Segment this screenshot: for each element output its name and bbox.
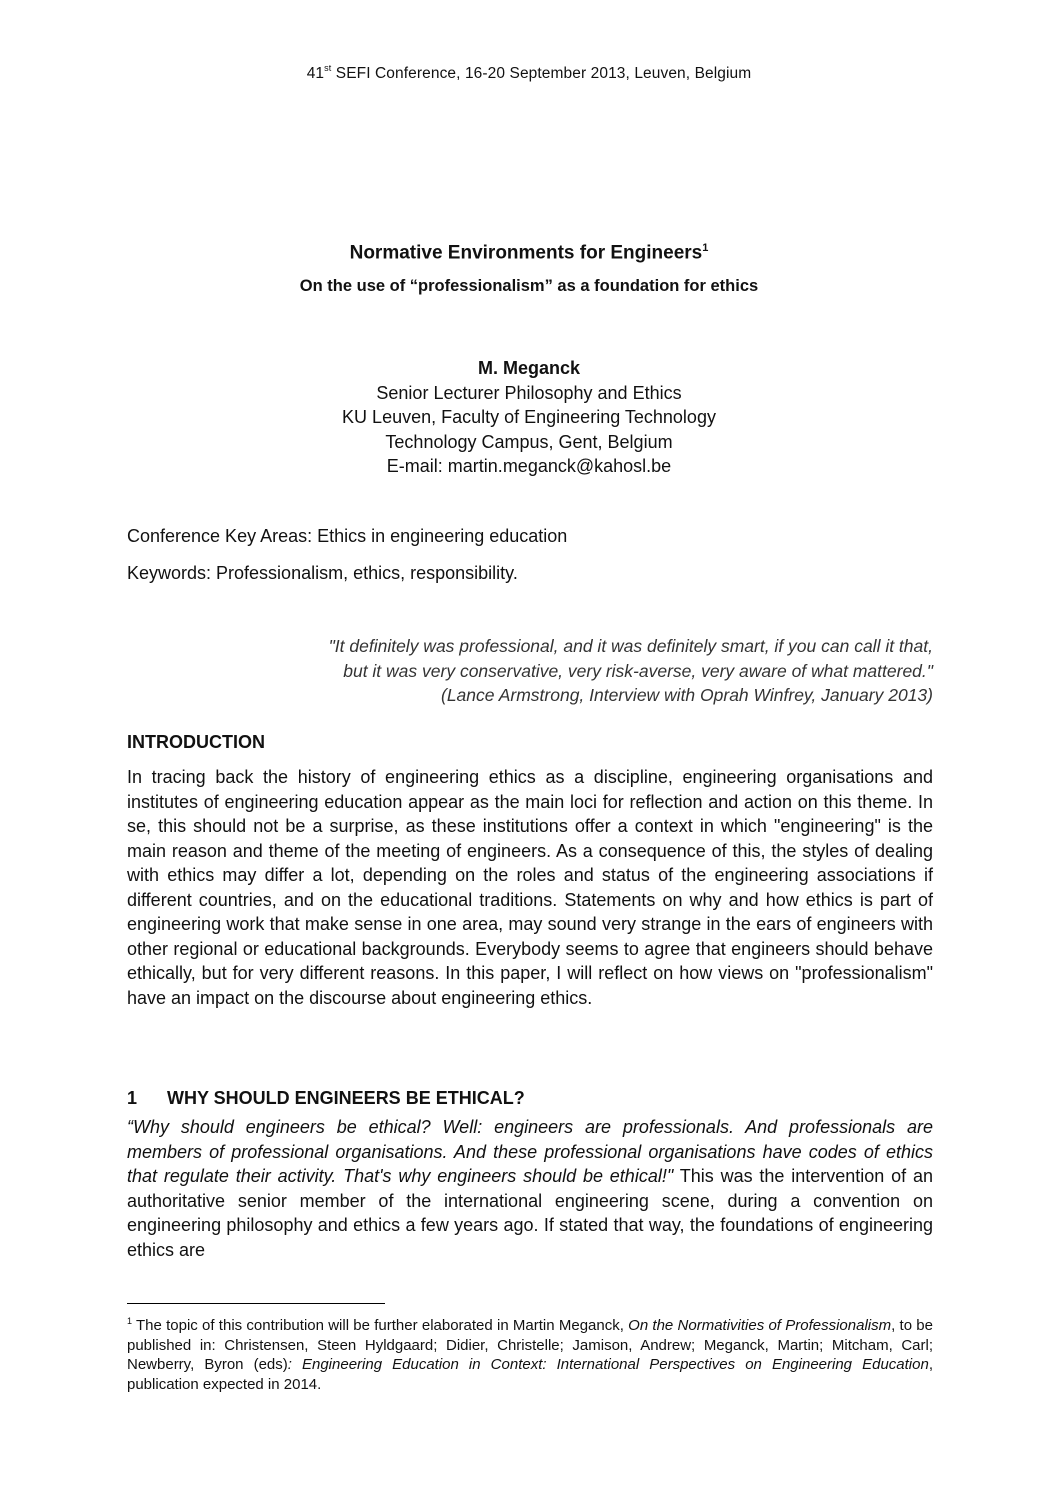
paper-subtitle: On the use of “professionalism” as a foundation for ethics (299, 277, 759, 295)
author-affiliation: KU Leuven, Faculty of Engineering Technology (342, 407, 716, 427)
intro-heading: INTRODUCTION (127, 732, 265, 752)
footnote (127, 1312, 933, 1394)
intro-paragraph: In tracing back the history of engineering ethics as a discipline, engineering organisations and institutes of engineering education appear as the main loci for reflection and action on this theme. In se, this should not be a surprise, as these institutions offer a context in which "engineering" is the main reason and theme of the meeting of engineers. As a consequence of this, the styles of dealing with ethics may differ a lot, depending on the roles and status of the engineering associations if different countries, and on the educational traditions. Statements on why and how ethics is part of engineering work that make sense in one area, may sound very strange in the ears of engineers with other regional or educational backgrounds. Everybody seems to agree that engineers should behave ethically, but for very different reasons. In this paper, I will reflect on how views on "professionalism" have an impact on the discourse about engineering ethics. (127, 767, 933, 1008)
footnote-book-title: : Engineering Education in Context: International Perspectives on Engineering Education (287, 1356, 929, 1373)
epigraph-line: "It definitely was professional, and it was definitely smart, if you can call it that, (328, 636, 933, 656)
section-number: 1 (127, 1088, 138, 1108)
footnote-text: , to be published in: Christensen, Steen Hyldgaard; Didier, Christelle; Jamison, Andrew; Meganck, Martin; Mitcham, Carl; Newberry, Byron (eds) (127, 1317, 933, 1373)
author-campus: Technology Campus, Gent, Belgium (385, 431, 673, 452)
author-name: M. Meganck (477, 358, 581, 378)
quoted-intervention: “Why should engineers be ethical? Well: engineers are professionals. And professionals are members of professional organisations. And these professional organisations have codes of ethics that regulate their activity. That's why engineers should be ethical!" (127, 1117, 933, 1186)
footnote-title: On the Normativities of Professionalism (628, 1317, 892, 1334)
title-text: Normative Environments for Engineers (349, 242, 703, 264)
header-text: SEFI Conference, 16-20 September 2013, Leuven, Belgium (331, 65, 752, 83)
section-1-paragraph (127, 1115, 933, 1262)
section-title: WHY SHOULD ENGINEERS BE ETHICAL? (167, 1088, 525, 1108)
paragraph-text: This was the intervention of an authoritative senior member of the international engineering scene, during a convention on engineering philosophy and ethics a few years ago. If stated that way, the foundations of engineering ethics are (127, 1166, 934, 1260)
header-number: 41 (306, 65, 325, 83)
epigraph-source: (Lance Armstrong, Interview with Oprah Winfrey, January 2013) (441, 685, 933, 705)
header-ordinal: st (324, 63, 332, 73)
footnote-text: The topic of this contribution will be further elaborated in Martin Meganck, (132, 1317, 629, 1334)
running-header (0, 64, 1058, 83)
section-1-heading (127, 1088, 525, 1109)
footnote-text: , publication expected in 2014. (127, 1356, 933, 1393)
title-footnote-mark: 1 (702, 242, 709, 254)
author-position: Senior Lecturer Philosophy and Ethics (376, 382, 682, 403)
footnote-separator (127, 1303, 385, 1304)
keywords: Keywords: Professionalism, ethics, responsibility. (127, 563, 518, 583)
epigraph (173, 634, 933, 708)
author-block (0, 356, 1058, 479)
footnote-mark: 1 (127, 1316, 133, 1326)
epigraph-line: but it was very conservative, very risk-averse, very aware of what mattered." (343, 660, 933, 681)
author-email: E-mail: martin.meganck@kahosl.be (386, 456, 672, 476)
paper-title (0, 242, 1058, 264)
conference-key-areas: Conference Key Areas: Ethics in engineering education (127, 526, 568, 546)
